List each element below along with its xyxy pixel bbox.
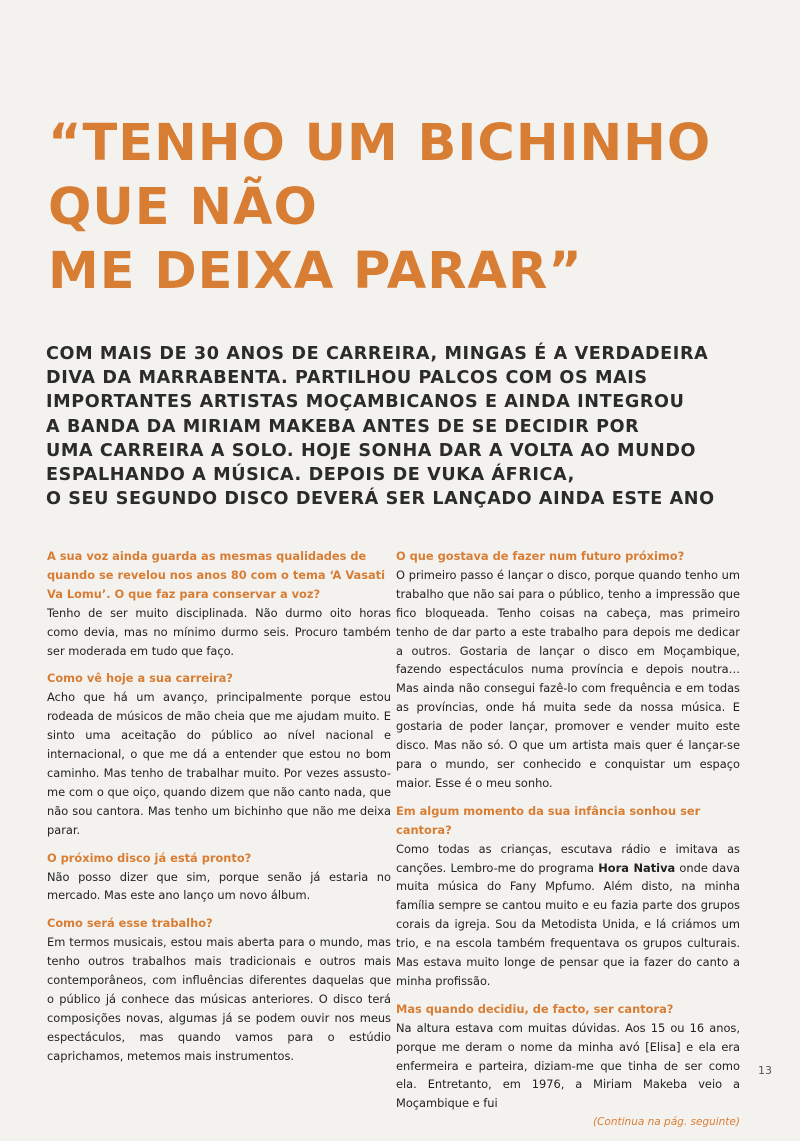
answer [396,840,740,991]
question: Mas quando decidiu, de facto, ser cantora? [396,1001,674,1016]
article-title [48,112,768,304]
qa-block [396,802,740,991]
answer: Não posso dizer que sim, porque senão já estaria no mercado. Mas este ano lanço um novo álbum. [47,869,391,903]
title-line-1: “TENHO UM BICHINHO [48,114,712,173]
answer-text: Como todas as crianças, escutava rádio e imitava as canções. Lembro-me do programa [396,841,740,875]
question: O que gostava de fazer num futuro próximo? [396,549,685,563]
answer: Acho que há um avanço, principalmente porque estou rodeada de músicos de mão cheia que me ajudam muito. E sinto uma aceitação do público ao nível nacional e internacional, o que me dá a entender que estou no bom caminho. Mas tenho de trabalhar muito. Por vezes assusto-me com o que oiço, quando dizem que não canto nada, que não sou cantora. Mas tenho um bichinho que não me deixa parar. [47,690,391,837]
album-title: VUKA ÁFRICA [427,465,568,486]
lead-text: ESPALHANDO A MÚSICA. DEPOIS DE [46,465,428,486]
qa-block [47,849,391,906]
question: Em algum momento da sua infância sonhou ser cantora? [396,803,701,837]
qa-block [47,669,391,839]
title-line-3: ME DEIXA PARAR” [48,242,583,301]
lead-line: UMA CARREIRA A SOLO. HOJE SONHA DAR A VOLTA AO MUNDO [46,440,697,461]
answer: Tenho de ser muito disciplinada. Não durmo oito horas como devia, mas no mínimo durmo seis. Procuro também ser moderada em tudo que faço. [47,605,391,658]
left-column [47,547,391,1075]
answer: O primeiro passo é lançar o disco, porque quando tenho um trabalho que não sai para o público, tenho a impressão que fico bloqueada. Tenho coisas na cabeça, mas primeiro tenho de dar parto a este trabalho para depois me dedicar a outros. Gostaria de lançar o disco em Moçambique, fazendo espectáculos numa província e depois noutra… Mas ainda não consegui fazê-lo com frequência e em todas as províncias, onde há muita sede da nossa música. E gostaria de poder lançar, promover e vender muito este disco. Mas não só. O que um artista mais quer é lançar-se para o mundo, ser conhecido e conquistar um espaço maior. Esse é o meu sonho. [396,567,740,790]
right-column [396,547,740,1141]
qa-block [47,914,391,1065]
question: O próximo disco já está pronto? [47,850,252,865]
question: Como será esse trabalho? [47,916,213,931]
lead-line: DIVA DA MARRABENTA. PARTILHOU PALCOS COM OS MAIS [46,368,648,389]
lead-line: O SEU SEGUNDO DISCO DEVERÁ SER LANÇADO AINDA ESTE ANO [46,489,715,510]
answer-text: onde dava muita música do Fany Mpfumo. Além disto, na minha família sempre se cantou muito e eu fazia parte dos grupos corais da igreja. Sou da Metodista Unida, e lá criámos um trio, e na escola também frequentava os grupos culturais. Mas estava muito longe de pensar que ia fazer do canto a minha profissão. [396,860,740,988]
qa-block [396,547,740,793]
title-line-2: QUE NÃO [48,178,318,237]
lead-text: , [567,465,575,486]
question: A sua voz ainda guarda as mesmas qualidades de quando se revelou nos anos 80 com o tema ‘A Vasati Va Lomu’. O que faz para conservar a voz? [47,549,386,601]
answer: Em termos musicais, estou mais aberta para o mundo, mas tenho outros trabalhos mais tradicionais e outros mais contemporâneos, com influências diferentes daquelas que o público já conhece das músicas anteriores. O disco terá composições novas, algumas já se podem ouvir nos meus espectáculos, mas quando vamos para o estúdio caprichamos, metemos mais instrumentos. [47,935,391,1063]
program-name: Hora Nativa [598,860,676,875]
lead-line: A BANDA DA MIRIAM MAKEBA ANTES DE SE DECIDIR POR [46,416,640,437]
page-number: 13 [758,1064,772,1077]
qa-block [396,1000,740,1132]
continued-note: (Continua na pág. seguinte) [593,1116,740,1129]
lead-line-6 [46,463,766,487]
question: Como vê hoje a sua carreira? [47,671,233,686]
qa-block [47,547,391,660]
lead-line: COM MAIS DE 30 ANOS DE CARREIRA, MINGAS É A VERDADEIRA [46,344,709,364]
answer: Na altura estava com muitas dúvidas. Aos 15 ou 16 anos, porque me deram o nome da minha avó [Elisa] e ela era enfermeira e parteira, diziam-me que tinha de ser como ela. Entretanto, em 1976, a Miriam Makeba veio a Moçambique e fui [396,1020,740,1111]
lead-paragraph [46,342,766,511]
lead-line: IMPORTANTES ARTISTAS MOÇAMBICANOS E AINDA INTEGROU [46,392,685,413]
